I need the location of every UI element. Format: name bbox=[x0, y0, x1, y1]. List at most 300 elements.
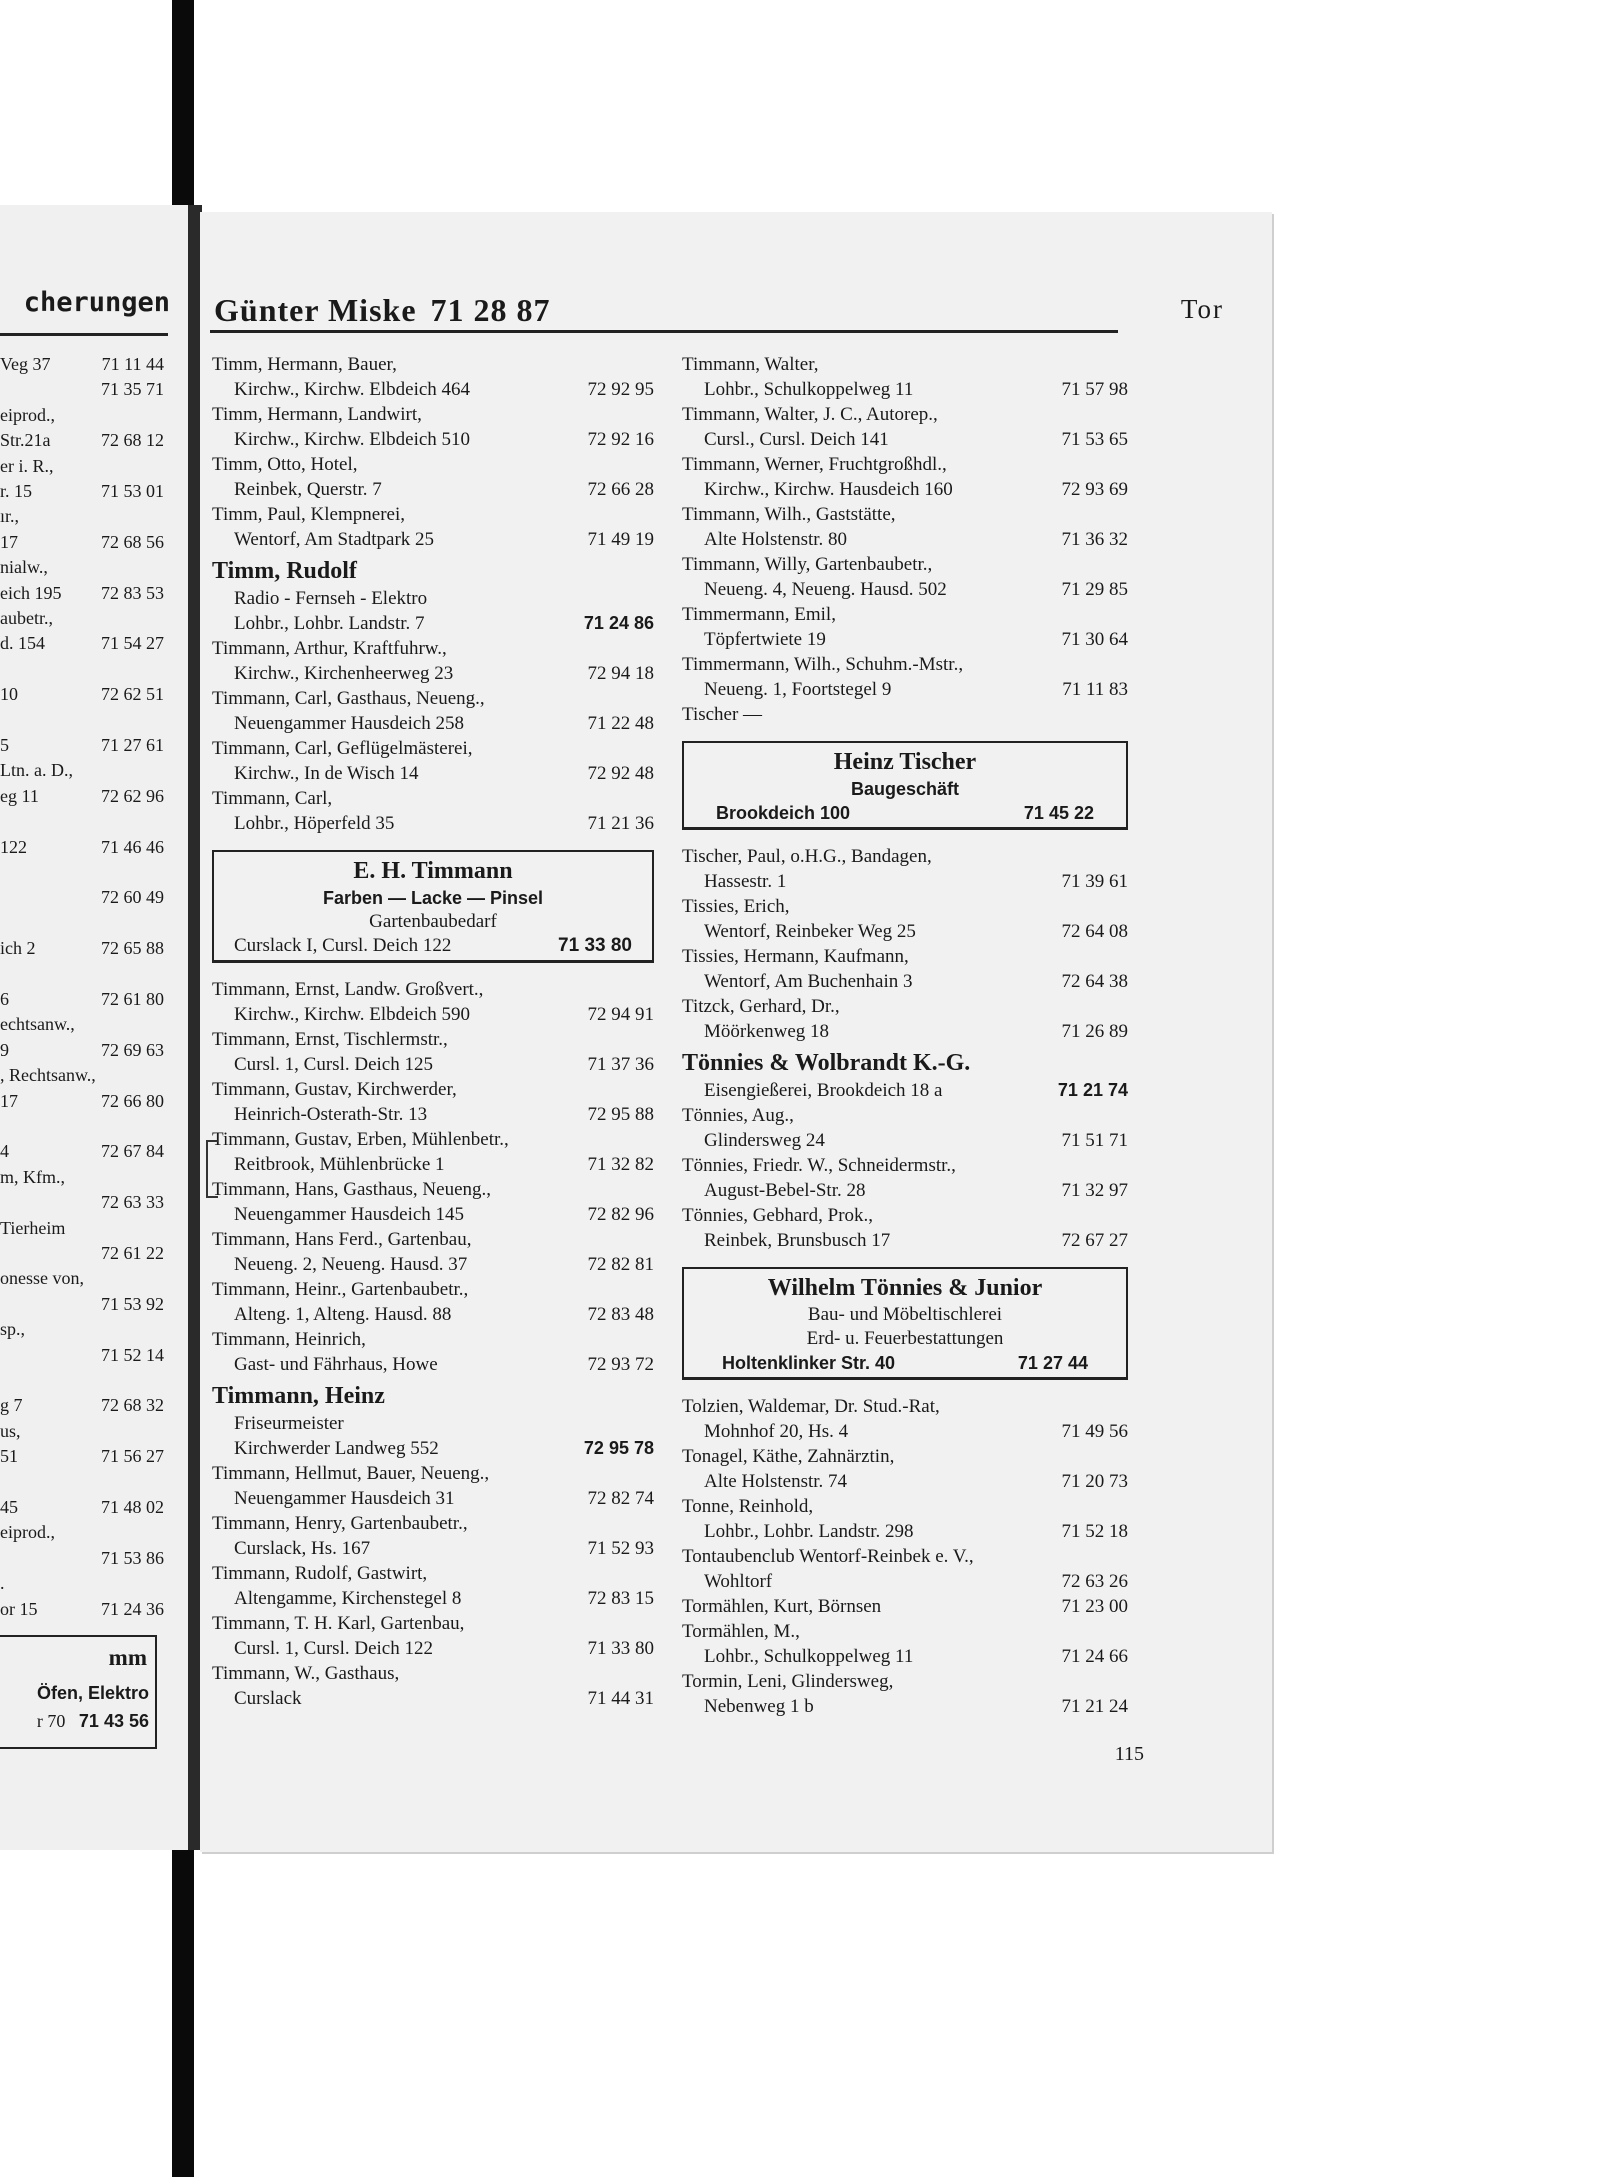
entry-phone: 72 64 38 bbox=[1061, 971, 1128, 992]
left-line-text: eg 11 bbox=[0, 785, 39, 806]
entry-name: Tischer, Paul, o.H.G., Bandagen, bbox=[682, 846, 932, 867]
entry-line-2 bbox=[212, 1002, 654, 1027]
entry-line-1 bbox=[682, 402, 1128, 427]
entry-line-1 bbox=[212, 586, 654, 611]
left-line-text: 51 bbox=[0, 1446, 18, 1467]
entry-bold-name: Timm, Rudolf bbox=[212, 558, 357, 584]
entry-name: Tönnies, Gebhard, Prok., bbox=[682, 1205, 874, 1226]
entry-name: Timm, Paul, Klempnerei, bbox=[212, 504, 405, 525]
entry-name: Timmann, Heinrich, bbox=[212, 1329, 366, 1350]
book-spine-top bbox=[172, 0, 194, 210]
left-line-text: 5 bbox=[0, 735, 9, 755]
entry-name: Tonne, Reinhold, bbox=[682, 1496, 814, 1517]
entry-phone: 72 82 81 bbox=[587, 1254, 654, 1275]
entry-line-2 bbox=[212, 811, 654, 836]
entry-phone: 72 66 28 bbox=[587, 479, 654, 500]
left-ad-street: r 70 bbox=[36, 1711, 66, 1731]
entry-line-2 bbox=[682, 1128, 1128, 1153]
left-page-line bbox=[0, 1166, 168, 1188]
left-line-phone: 72 83 53 bbox=[101, 582, 164, 603]
left-line-phone: 72 68 56 bbox=[101, 531, 164, 552]
entry-phone: 71 23 00 bbox=[1061, 1596, 1128, 1617]
running-header-ad bbox=[214, 292, 551, 329]
entry-address: Wentorf, Reinbeker Weg 25 bbox=[704, 921, 916, 942]
entry-phone: 72 92 95 bbox=[587, 379, 654, 400]
entry-phone: 72 92 48 bbox=[587, 763, 654, 784]
entry-address: Eisengießerei, Brookdeich 18 a bbox=[704, 1080, 943, 1101]
entry-phone: 71 32 97 bbox=[1061, 1180, 1128, 1201]
entry-phone: 72 83 15 bbox=[587, 1588, 654, 1609]
entry-line-2 bbox=[682, 1419, 1128, 1444]
entry-line-1 bbox=[212, 1611, 654, 1636]
left-page-line bbox=[0, 353, 168, 375]
left-page-line bbox=[0, 480, 168, 502]
left-line-phone: 72 62 96 bbox=[101, 785, 164, 806]
entry-line-1 bbox=[682, 894, 1128, 919]
entry-line-1 bbox=[682, 1078, 1128, 1103]
left-page-line bbox=[0, 582, 168, 604]
left-page bbox=[0, 205, 193, 1850]
left-ad-line: Öfen, Elektro bbox=[36, 1683, 149, 1703]
entry-phone: 72 64 08 bbox=[1061, 921, 1128, 942]
directory-entry bbox=[212, 1027, 654, 1077]
entry-name: Tissies, Erich, bbox=[682, 896, 790, 917]
directory-entry bbox=[212, 1177, 654, 1227]
entry-line-1 bbox=[682, 844, 1128, 869]
entry-address: Kirchw., Kirchw. Elbdeich 510 bbox=[234, 429, 471, 450]
entry-phone: 71 29 85 bbox=[1061, 579, 1128, 600]
ad-address: Holtenklinker Str. 40 bbox=[722, 1353, 896, 1373]
entry-name: Timmann, Carl, Gasthaus, Neueng., bbox=[212, 688, 485, 709]
left-line-phone: 71 53 01 bbox=[101, 481, 164, 501]
ad-phone: 71 33 80 bbox=[558, 935, 632, 956]
entry-line-1 bbox=[212, 502, 654, 527]
entry-name: Timmann, Carl, bbox=[212, 788, 333, 809]
entry-line-2 bbox=[212, 1102, 654, 1127]
entry-line-2 bbox=[212, 711, 654, 736]
left-line-text: echtsanw., bbox=[0, 1014, 75, 1035]
entry-line-1 bbox=[682, 502, 1128, 527]
entry-address: August-Bebel-Str. 28 bbox=[704, 1180, 866, 1201]
left-line-text: 17 bbox=[0, 1090, 18, 1111]
entry-phone: 71 21 36 bbox=[587, 813, 654, 834]
entry-line-2 bbox=[682, 1469, 1128, 1494]
left-line-phone: 71 11 44 bbox=[101, 354, 164, 374]
left-line-phone: 72 66 80 bbox=[101, 1090, 164, 1111]
left-page-line bbox=[0, 1267, 168, 1289]
entry-line-1 bbox=[682, 944, 1128, 969]
entry-name: Timmann, Arthur, Kraftfuhrw., bbox=[212, 638, 447, 659]
entry-name: Timmann, Hans Ferd., Gartenbau, bbox=[212, 1229, 472, 1250]
entry-address: Curslack, Hs. 167 bbox=[234, 1538, 371, 1559]
entry-line-2 bbox=[212, 527, 654, 552]
left-line-text: Str.21a bbox=[0, 430, 51, 451]
entry-line-2 bbox=[682, 1178, 1128, 1203]
left-page-line bbox=[0, 1039, 168, 1061]
entry-phone: 71 11 83 bbox=[1062, 679, 1128, 700]
entry-phone: 72 94 91 bbox=[587, 1004, 654, 1025]
entry-address: Reinbek, Brunsbusch 17 bbox=[704, 1230, 891, 1251]
left-line-text: or 15 bbox=[0, 1598, 38, 1619]
ad-name: E. H. Timmann bbox=[353, 858, 513, 884]
entry-phone: 71 52 18 bbox=[1061, 1521, 1128, 1542]
left-line-text: 6 bbox=[0, 989, 9, 1009]
entry-address: Wentorf, Am Stadtpark 25 bbox=[234, 529, 435, 550]
entry-address: Neuengammer Hausdeich 31 bbox=[234, 1488, 455, 1509]
entry-line-1 bbox=[212, 1077, 654, 1102]
entry-line-1 bbox=[212, 736, 654, 761]
left-line-text: , Rechtsanw., bbox=[0, 1065, 96, 1086]
left-line-text: Tierheim bbox=[0, 1217, 66, 1238]
entry-line-2 bbox=[212, 1586, 654, 1611]
entry-name: Titzck, Gerhard, Dr., bbox=[682, 996, 840, 1017]
entry-line-2 bbox=[682, 527, 1128, 552]
left-line-phone: 71 35 71 bbox=[101, 379, 164, 400]
entry-address: Alte Holstenstr. 80 bbox=[704, 529, 848, 550]
entry-phone: 71 49 19 bbox=[587, 529, 654, 550]
directory-entry bbox=[212, 1511, 654, 1561]
entry-address: Wohltorf bbox=[704, 1571, 773, 1592]
entry-name: Tönnies, Friedr. W., Schneidermstr., bbox=[682, 1155, 956, 1176]
directory-entry bbox=[212, 736, 654, 786]
left-line-phone: 71 48 02 bbox=[101, 1497, 164, 1517]
left-line-text: us, bbox=[0, 1420, 21, 1441]
entry-name: Timmann, W., Gasthaus, bbox=[212, 1663, 400, 1684]
entry-name: Tolzien, Waldemar, Dr. Stud.-Rat, bbox=[682, 1396, 940, 1417]
directory-entry bbox=[682, 994, 1128, 1044]
book-spine-bottom bbox=[172, 1845, 194, 2177]
entry-phone: 72 93 72 bbox=[587, 1354, 654, 1375]
directory-entry bbox=[212, 502, 654, 552]
entry-phone: 71 52 93 bbox=[587, 1538, 654, 1559]
entry-bold-name: Timmann, Heinz bbox=[212, 1383, 385, 1409]
left-page-line bbox=[0, 1064, 168, 1086]
entry-line-2 bbox=[212, 1486, 654, 1511]
entry-address: Nebenweg 1 b bbox=[704, 1696, 814, 1717]
entry-phone: 71 39 61 bbox=[1061, 871, 1128, 892]
entry-line-1 bbox=[212, 686, 654, 711]
entry-name: Timmann, Walter, bbox=[682, 354, 819, 375]
directory-entry bbox=[682, 1494, 1128, 1544]
entry-name: Timmann, Hans, Gasthaus, Neueng., bbox=[212, 1179, 491, 1200]
entry-name: Timmann, Gustav, Kirchwerder, bbox=[212, 1079, 457, 1100]
entry-phone: 71 57 98 bbox=[1061, 379, 1128, 400]
entry-line-2 bbox=[212, 1686, 654, 1711]
directory-entry bbox=[212, 1127, 654, 1177]
left-line-phone: 72 65 88 bbox=[101, 938, 164, 959]
directory-entry bbox=[682, 652, 1128, 702]
directory-entry bbox=[682, 702, 1128, 727]
directory-entry bbox=[682, 1669, 1128, 1719]
directory-entry bbox=[212, 1227, 654, 1277]
entry-name: Timmann, Ernst, Tischlermstr., bbox=[212, 1029, 448, 1050]
entry-address: Mohnhof 20, Hs. 4 bbox=[704, 1421, 849, 1442]
entry-phone: 71 21 74 bbox=[1057, 1080, 1128, 1100]
entry-line-1 bbox=[682, 602, 1128, 627]
left-page-line bbox=[0, 1318, 168, 1340]
directory-entry bbox=[682, 1103, 1128, 1153]
entry-name: Timmann, Ernst, Landw. Großvert., bbox=[212, 979, 484, 1000]
entry-address: Cursl. 1, Cursl. Deich 125 bbox=[234, 1054, 433, 1075]
ad-footer bbox=[692, 1351, 1118, 1375]
entry-line-2 bbox=[682, 427, 1128, 452]
entry-phone: 72 83 48 bbox=[587, 1304, 654, 1325]
entry-name: Timmann, Rudolf, Gastwirt, bbox=[212, 1563, 428, 1584]
entry-line-1 bbox=[212, 402, 654, 427]
entry-name: Timmann, Willy, Gartenbaubetr., bbox=[682, 554, 933, 575]
directory-entry bbox=[682, 894, 1128, 944]
left-page-line bbox=[0, 505, 168, 527]
entry-line-2 bbox=[212, 1252, 654, 1277]
page-number: 115 bbox=[1114, 1743, 1144, 1765]
left-page-line bbox=[0, 734, 168, 756]
entry-phone: 72 63 26 bbox=[1061, 1571, 1128, 1592]
entry-name: Tissies, Hermann, Kaufmann, bbox=[682, 946, 909, 967]
left-page-line bbox=[0, 1420, 168, 1442]
entry-line-2 bbox=[212, 1152, 654, 1177]
directory-entry bbox=[682, 1153, 1128, 1203]
directory-entry bbox=[212, 352, 654, 402]
left-line-text: Ltn. a. D., bbox=[0, 760, 73, 781]
directory-entry-bold bbox=[682, 1048, 1128, 1103]
entry-name: Tontaubenclub Wentorf-Reinbek e. V., bbox=[682, 1546, 974, 1567]
entry-name: Timmann, Gustav, Erben, Mühlenbetr., bbox=[212, 1129, 509, 1150]
left-line-text: m, Kfm., bbox=[0, 1166, 65, 1187]
entry-name: Timmann, Heinr., Gartenbaubetr., bbox=[212, 1279, 469, 1300]
entry-line-1 bbox=[212, 352, 654, 377]
directory-entry bbox=[212, 402, 654, 452]
left-page-ad-box bbox=[0, 1635, 157, 1749]
entry-line-1 bbox=[212, 1327, 654, 1352]
left-line-text: 45 bbox=[0, 1497, 18, 1517]
entry-name: Timm, Otto, Hotel, bbox=[212, 454, 358, 475]
directory-entry bbox=[212, 1661, 654, 1711]
left-page-line bbox=[0, 1217, 168, 1239]
entry-line-1 bbox=[212, 1277, 654, 1302]
entry-line-1 bbox=[212, 977, 654, 1002]
entry-line-1 bbox=[682, 452, 1128, 477]
entry-line-2 bbox=[682, 1019, 1128, 1044]
pencil-mark bbox=[206, 1140, 218, 1198]
entry-line-2 bbox=[212, 761, 654, 786]
entry-name: Timmann, Walter, J. C., Autorep., bbox=[682, 404, 938, 425]
entry-address: Lohbr., Höperfeld 35 bbox=[234, 813, 395, 834]
entry-line-2 bbox=[212, 1352, 654, 1377]
left-line-phone: 72 69 63 bbox=[101, 1039, 164, 1060]
ad-footer bbox=[692, 801, 1118, 825]
left-line-phone: 71 46 46 bbox=[101, 836, 164, 857]
directory-entry bbox=[682, 552, 1128, 602]
directory-column-left bbox=[212, 352, 654, 1711]
entry-address: Möörkenweg 18 bbox=[704, 1021, 830, 1042]
directory-entry bbox=[212, 452, 654, 502]
left-page-header: cherungen bbox=[23, 287, 170, 318]
directory-entry-bold bbox=[212, 1381, 654, 1461]
directory-column-right bbox=[682, 352, 1128, 1719]
entry-phone: 71 20 73 bbox=[1061, 1471, 1128, 1492]
left-line-text: r. 15 bbox=[0, 481, 33, 501]
left-line-phone: 72 61 80 bbox=[101, 989, 164, 1009]
entry-line-1 bbox=[682, 652, 1128, 677]
left-line-text: er i. R., bbox=[0, 455, 54, 476]
entry-line-1 bbox=[682, 1619, 1128, 1644]
entry-address: Kirchw., In de Wisch 14 bbox=[234, 763, 419, 784]
entry-phone: 71 53 65 bbox=[1061, 429, 1128, 450]
entry-address: Neuengammer Hausdeich 145 bbox=[234, 1204, 465, 1225]
entry-line-1 bbox=[682, 1103, 1128, 1128]
left-page-line bbox=[0, 531, 168, 553]
entry-line-1 bbox=[682, 552, 1128, 577]
entry-name: Tormin, Leni, Glindersweg, bbox=[682, 1671, 894, 1692]
entry-phone: 72 93 69 bbox=[1061, 479, 1128, 500]
ad-phone: 71 45 22 bbox=[1023, 803, 1094, 823]
entry-address: Reinbek, Querstr. 7 bbox=[234, 479, 382, 500]
entry-name: Timmann, Werner, Fruchtgroßhdl., bbox=[682, 454, 947, 475]
entry-phone: 71 36 32 bbox=[1061, 529, 1128, 550]
left-page-line bbox=[0, 556, 168, 578]
directory-entry bbox=[682, 1444, 1128, 1494]
entry-line-1 bbox=[212, 1227, 654, 1252]
left-line-text: 122 bbox=[0, 836, 27, 857]
entry-phone: 71 33 80 bbox=[587, 1638, 654, 1659]
entry-name: Timmermann, Emil, bbox=[682, 604, 836, 625]
entry-name: Tönnies, Aug., bbox=[682, 1105, 794, 1126]
left-line-phone: 72 68 12 bbox=[101, 430, 164, 451]
entry-line-1 bbox=[682, 1203, 1128, 1228]
entry-line-1 bbox=[212, 452, 654, 477]
entry-line-1 bbox=[682, 1444, 1128, 1469]
directory-entry bbox=[682, 352, 1128, 402]
entry-address: Kirchwerder Landweg 552 bbox=[234, 1438, 439, 1459]
directory-entry bbox=[212, 1077, 654, 1127]
directory-entry bbox=[682, 1394, 1128, 1444]
directory-entry bbox=[682, 1594, 1128, 1619]
directory-entry bbox=[212, 1327, 654, 1377]
entry-line-1 bbox=[212, 1127, 654, 1152]
ad-address: Brookdeich 100 bbox=[716, 803, 851, 823]
entry-line-1 bbox=[682, 702, 1128, 727]
section-keyword: Tor bbox=[1180, 294, 1224, 324]
left-page-line bbox=[0, 1521, 168, 1543]
header-ad-name: Günter Miske bbox=[214, 292, 417, 328]
entry-phone: 71 44 31 bbox=[587, 1688, 654, 1709]
entry-address: Lohbr., Lohbr. Landstr. 298 bbox=[704, 1521, 914, 1542]
left-line-text: Veg 37 bbox=[0, 354, 51, 374]
left-page-line bbox=[0, 937, 168, 959]
left-page-line bbox=[0, 455, 168, 477]
entry-bold-name: Tönnies & Wolbrandt K.-G. bbox=[682, 1050, 971, 1076]
directory-entry bbox=[212, 636, 654, 686]
entry-phone: 71 24 66 bbox=[1061, 1646, 1128, 1667]
entry-line-2 bbox=[682, 477, 1128, 502]
entry-address: Kirchw., Kirchenheerweg 23 bbox=[234, 663, 454, 684]
left-line-text: nialw., bbox=[0, 557, 48, 578]
entry-name: Tonagel, Käthe, Zahnärztin, bbox=[682, 1446, 895, 1467]
entry-address: Curslack bbox=[234, 1688, 302, 1709]
entry-line-1 bbox=[682, 994, 1128, 1019]
left-line-phone: 71 54 27 bbox=[101, 633, 164, 654]
directory-entry bbox=[212, 1561, 654, 1611]
ad-line-2: Erd- u. Feuerbestattungen bbox=[806, 1328, 1004, 1349]
entry-address: Altengamme, Kirchenstegel 8 bbox=[234, 1588, 462, 1609]
left-line-phone: 72 60 49 bbox=[101, 887, 164, 908]
entry-name: Tormählen, Kurt, Börnsen bbox=[682, 1596, 882, 1617]
left-page-line bbox=[0, 1496, 168, 1518]
ad-subtitle: Baugeschäft bbox=[850, 779, 960, 799]
entry-address: Neueng. 4, Neueng. Hausd. 502 bbox=[704, 579, 947, 600]
directory-entry bbox=[682, 1203, 1128, 1253]
left-page-line bbox=[0, 1572, 168, 1594]
right-page bbox=[200, 212, 1272, 1852]
entry-line-2 bbox=[212, 477, 654, 502]
left-line-phone: 72 67 84 bbox=[101, 1141, 164, 1162]
entry-address: Lohbr., Schulkoppelweg 11 bbox=[704, 379, 914, 400]
entry-line-1 bbox=[682, 1669, 1128, 1694]
entry-phone: 71 26 89 bbox=[1061, 1021, 1128, 1042]
left-line-text: 10 bbox=[0, 684, 18, 705]
entry-line-1 bbox=[682, 1494, 1128, 1519]
entry-line-2 bbox=[212, 1052, 654, 1077]
entry-phone: 71 32 82 bbox=[587, 1154, 654, 1175]
entry-line-2 bbox=[682, 677, 1128, 702]
entry-line-2 bbox=[212, 1436, 654, 1461]
left-line-phone: 71 53 86 bbox=[101, 1547, 164, 1568]
entry-phone: 72 92 16 bbox=[587, 429, 654, 450]
ad-name: Heinz Tischer bbox=[833, 749, 977, 775]
left-page-rule bbox=[0, 333, 168, 336]
left-line-phone: 71 27 61 bbox=[101, 735, 164, 755]
entry-line-1 bbox=[212, 1461, 654, 1486]
left-line-text: onesse von, bbox=[0, 1268, 84, 1289]
left-line-text: eiprod., bbox=[0, 404, 55, 425]
entry-line-2 bbox=[682, 1644, 1128, 1669]
entry-line-2 bbox=[682, 919, 1128, 944]
entry-line-1 bbox=[212, 786, 654, 811]
entry-name: Timm, Hermann, Landwirt, bbox=[212, 404, 422, 425]
advertisement-box bbox=[682, 1267, 1128, 1380]
directory-entry bbox=[682, 1544, 1128, 1594]
entry-address: Kirchw., Kirchw. Elbdeich 590 bbox=[234, 1004, 471, 1025]
entry-address: Hassestr. 1 bbox=[704, 871, 787, 892]
ad-footer bbox=[222, 934, 644, 958]
entry-line-1 bbox=[682, 1594, 1128, 1619]
entry-line-2 bbox=[212, 427, 654, 452]
entry-line-1 bbox=[212, 1177, 654, 1202]
entry-address: Neueng. 2, Neueng. Hausd. 37 bbox=[234, 1254, 468, 1275]
entry-phone: 71 22 48 bbox=[587, 713, 654, 734]
entry-trade: Friseurmeister bbox=[234, 1413, 344, 1434]
entry-line-2 bbox=[212, 1636, 654, 1661]
left-line-phone: 72 68 32 bbox=[101, 1395, 164, 1416]
entry-line-1 bbox=[212, 1661, 654, 1686]
entry-line-1 bbox=[212, 1561, 654, 1586]
entry-address: Cursl., Cursl. Deich 141 bbox=[704, 429, 889, 450]
entry-line-1 bbox=[212, 1027, 654, 1052]
left-line-phone: 71 56 27 bbox=[101, 1446, 164, 1467]
entry-address: Alte Holstenstr. 74 bbox=[704, 1471, 848, 1492]
directory-entry bbox=[212, 1611, 654, 1661]
entry-phone: 72 82 96 bbox=[587, 1204, 654, 1225]
entry-phone: 71 51 71 bbox=[1061, 1130, 1128, 1151]
left-page-line bbox=[0, 785, 168, 807]
left-ad-footer bbox=[37, 1711, 149, 1732]
ad-name: Wilhelm Tönnies & Junior bbox=[767, 1275, 1043, 1301]
entry-name: Timmann, Henry, Gartenbaubetr., bbox=[212, 1513, 468, 1534]
left-line-text: 9 bbox=[0, 1039, 9, 1060]
entry-phone: 72 95 88 bbox=[587, 1104, 654, 1125]
entry-phone: 71 21 24 bbox=[1061, 1696, 1128, 1717]
left-line-phone: 71 52 14 bbox=[101, 1344, 164, 1365]
